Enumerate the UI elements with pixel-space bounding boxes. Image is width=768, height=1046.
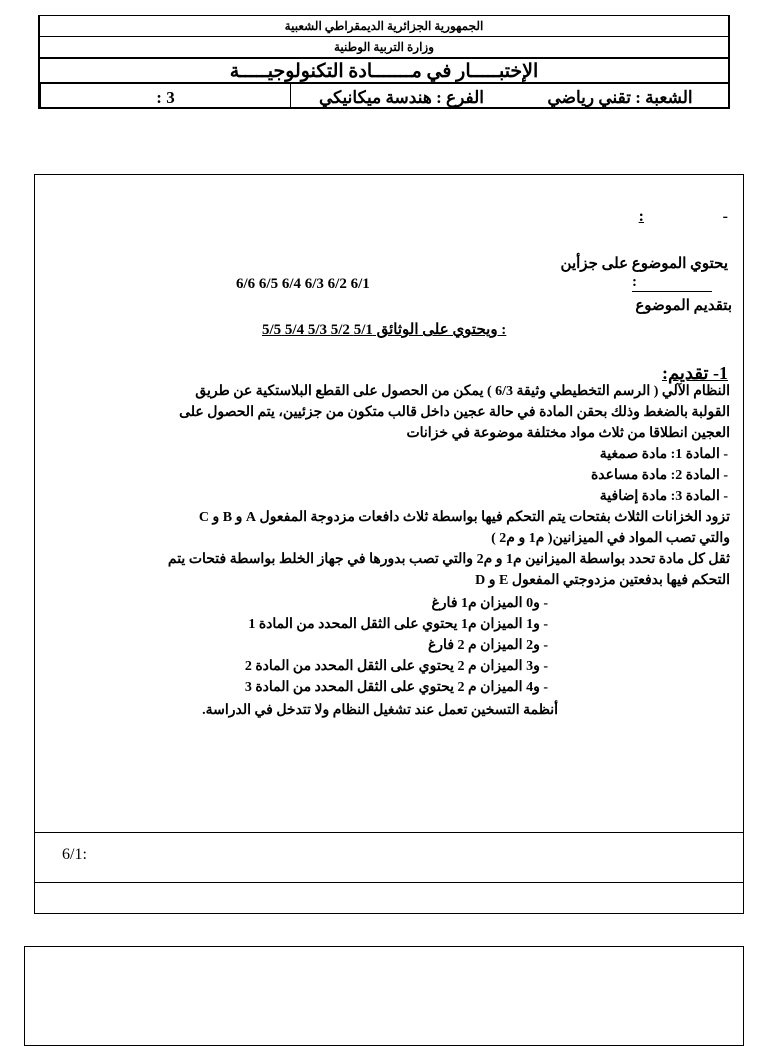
header-exam-title: الإختبـــــار في مـــــــادة التكنولوجيـــــة xyxy=(38,57,730,82)
section1-line-10: التحكم فيها بدفعتين مزدوجتي المفعول E و D xyxy=(475,573,730,588)
header-specialty: الفرع : هندسة ميكانيكي xyxy=(290,84,512,107)
section1-line-3: العجين انطلاقا من ثلاث مواد مختلفة موضوعة في خزانات xyxy=(406,426,730,441)
section1-heating-note: أنظمة التسخين تعمل عند تشغيل النظام ولا تتدخل في الدراسة. xyxy=(202,703,558,718)
exam-header xyxy=(38,15,730,109)
section1-sensor-1: - و1 الميزان م1 يحتوي على الثقل المحدد من المادة 1 xyxy=(248,617,548,632)
section1-sensor-0: - و0 الميزان م1 فارغ xyxy=(431,596,548,611)
header-info-row xyxy=(38,82,730,109)
header-ministry: وزارة التربية الوطنية xyxy=(38,36,730,57)
intro-dash-line: - : xyxy=(638,208,728,225)
section1-sensor-2: - و2 الميزان م 2 فارغ xyxy=(427,638,548,653)
section1-line-9: ثقل كل مادة تحدد بواسطة الميزانين م1 و م2 والتي تصب بدورها في جهاز الخلط بواسطة فتحات يتم xyxy=(167,552,730,567)
intro-docs-line: : ويحتوي على الوثائق 5/1 5/2 5/3 5/4 5/5 xyxy=(262,322,507,338)
next-page-frame xyxy=(24,946,744,1046)
section1-line-1: النظام الآلي ( الرسم التخطيطي وثيقة 6/3 ) يمكن من الحصول على القطع البلاستكية عن طريق xyxy=(195,384,730,399)
section1-item-material-3: - المادة 3: مادة إضافية xyxy=(599,489,728,504)
section1-sensor-4: - و4 الميزان م 2 يحتوي على الثقل المحدد من المادة 3 xyxy=(244,680,548,695)
intro-pages-list: 6/6 6/5 6/4 6/3 6/2 6/1 xyxy=(236,276,370,292)
intro-topic-presentation: بتقديم الموضوع xyxy=(635,298,732,314)
header-branch: الشعبة : تقني رياضي xyxy=(547,88,693,107)
footer-divider-bottom xyxy=(34,882,744,883)
section1-line-2: القولبة بالضغط وذلك بحقن المادة في حالة عجين داخل قالب متكون من جزئيين، يتم الحصول على xyxy=(179,405,730,420)
intro-contains-parts: يحتوي الموضوع على جزأين xyxy=(560,256,728,272)
header-republic: الجمهورية الجزائرية الديمقراطي الشعبية xyxy=(38,15,730,36)
section1-line-8: والتي تصب المواد في الميزانين( م1 و م2 ) xyxy=(491,531,730,546)
page-number-label: 6/1: xyxy=(62,846,87,863)
section1-item-material-2: - المادة 2: مادة مساعدة xyxy=(590,468,728,483)
intro-colon-2: : xyxy=(632,274,712,292)
section1-sensor-3: - و3 الميزان م 2 يحتوي على الثقل المحدد من المادة 2 xyxy=(244,659,548,674)
footer-divider-top xyxy=(34,832,744,833)
section1-item-material-1: - المادة 1: مادة صمغية xyxy=(599,447,728,462)
section1-title: 1- تقديم: xyxy=(661,363,728,383)
header-level: 3 : xyxy=(40,84,290,107)
section1-line-7: تزود الخزانات الثلاث بفتحات يتم التحكم فيها بواسطة ثلاث دافعات مزدوجة المفعول A و B و C xyxy=(198,510,730,525)
